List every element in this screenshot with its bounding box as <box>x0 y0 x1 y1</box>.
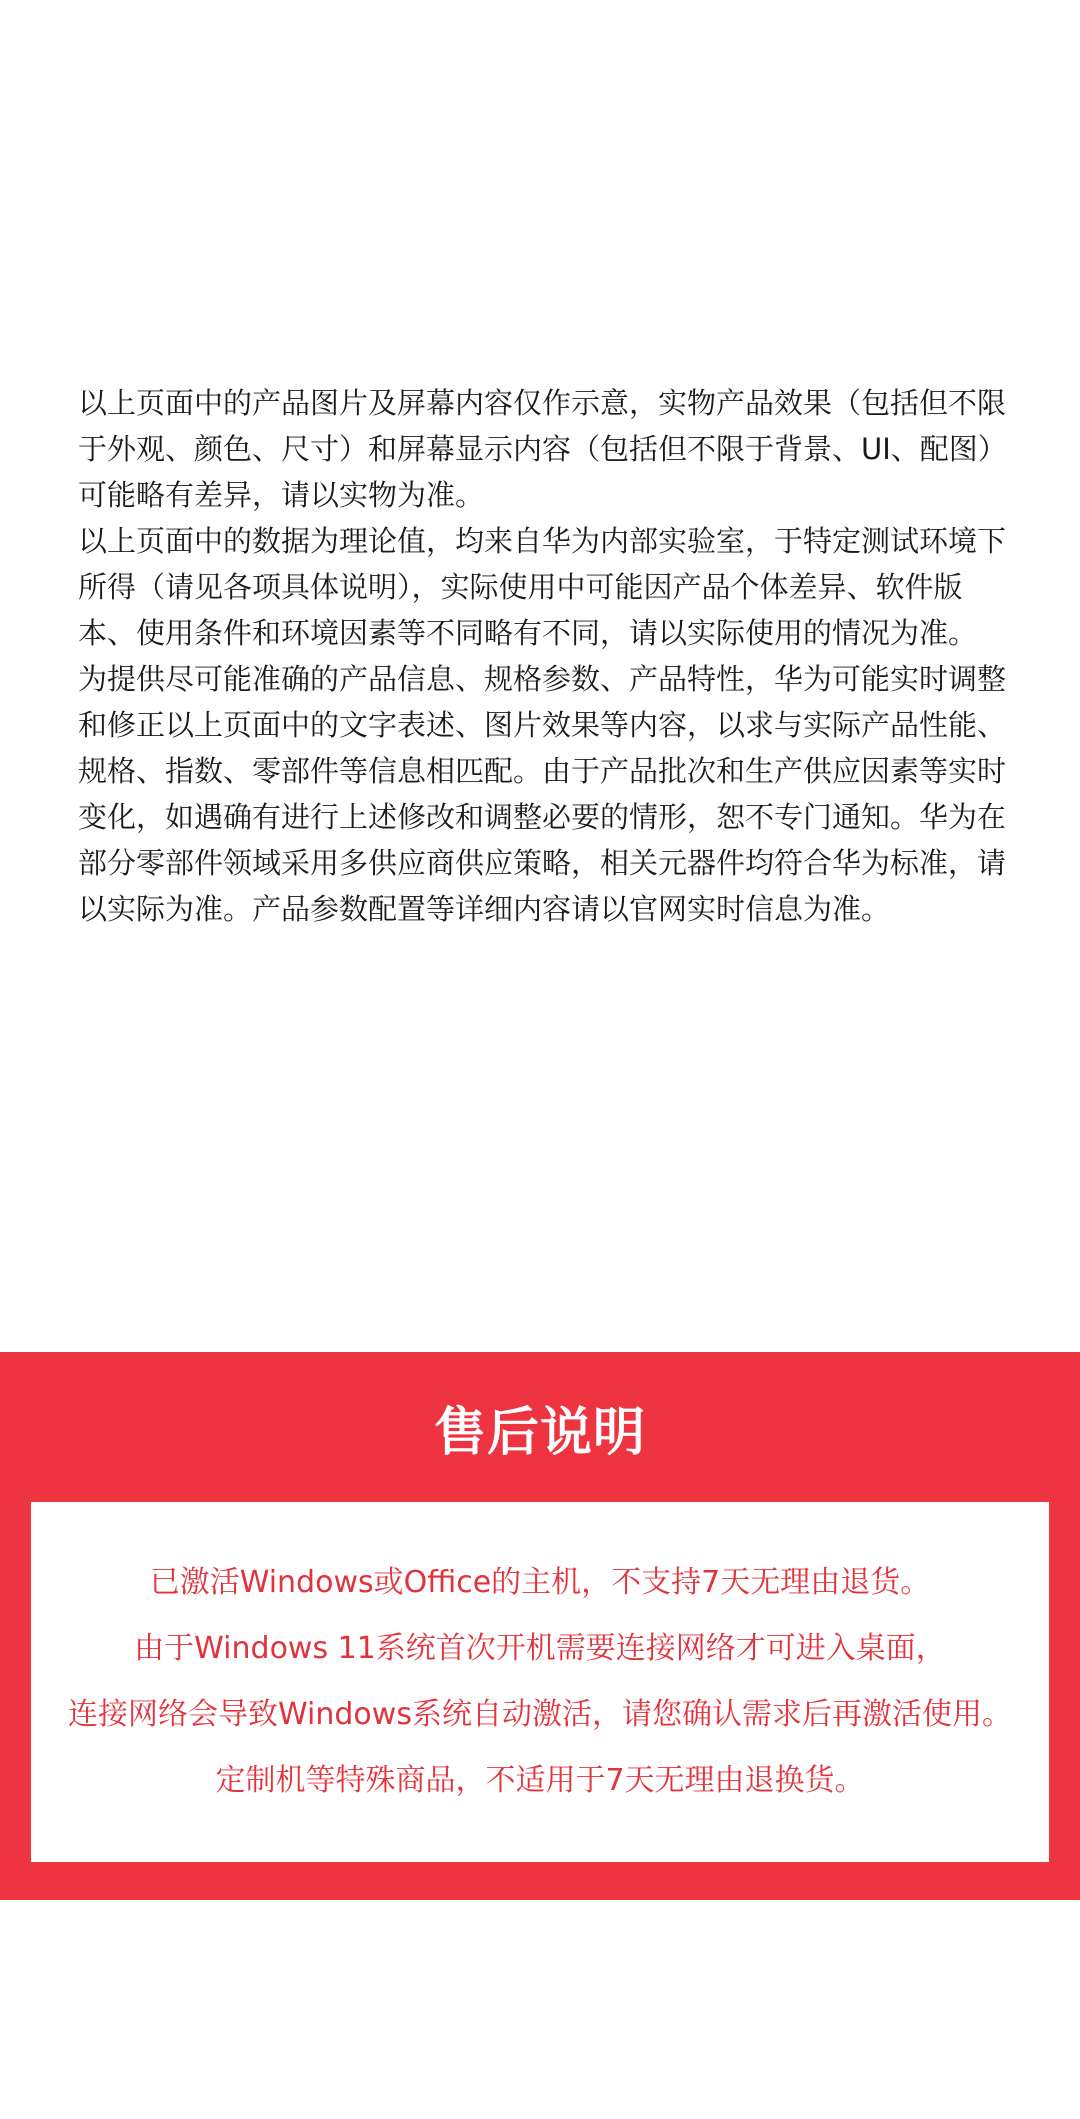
disclaimer-paragraph-display: 以上页面中的产品图片及屏幕内容仅作示意，实物产品效果（包括但不限于外观、颜色、尺寸）和屏幕显示内容（包括但不限于背景、UI、配图）可能略有差异，请以实物为准。 <box>78 386 1007 512</box>
aftersale-line-activation: 已激活Windows或Office的主机，不支持7天无理由退货。 <box>149 1565 931 1600</box>
aftersale-section <box>0 1352 1080 1900</box>
aftersale-notice-panel <box>31 1502 1049 1862</box>
aftersale-line-custom-goods: 定制机等特殊商品，不适用于7天无理由退换货。 <box>215 1763 865 1798</box>
aftersale-title: 售后说明 <box>433 1403 646 1463</box>
disclaimer-paragraph-adjustments: 为提供尽可能准确的产品信息、规格参数、产品特性，华为可能实时调整和修正以上页面中的文字表述、图片效果等内容，以求与实际产品性能、规格、指数、零部件等信息相匹配。由于产品批次和生产供应因素等实时变化，如遇确有进行上述修改和调整必要的情形，恕不专门通知。华为在部分零部件领域采用多供应商供应策略，相关元器件均符合华为标准，请以实际为准。产品参数配置等详细内容请以官网实时信息为准。 <box>78 662 1007 926</box>
product-disclaimer <box>78 380 1008 932</box>
aftersale-notice-lines <box>31 1550 1049 1814</box>
disclaimer-paragraph-lab-data: 以上页面中的数据为理论值，均来自华为内部实验室，于特定测试环境下所得（请见各项具体说明），实际使用中可能因产品个体差异、软件版本、使用条件和环境因素等不同略有不同，请以实际使用的情况为准。 <box>78 524 1007 650</box>
aftersale-line-auto-activation: 连接网络会导致Windows系统自动激活，请您确认需求后再激活使用。 <box>68 1697 1012 1732</box>
aftersale-line-network: 由于Windows 11系统首次开机需要连接网络才可进入桌面， <box>134 1631 946 1666</box>
